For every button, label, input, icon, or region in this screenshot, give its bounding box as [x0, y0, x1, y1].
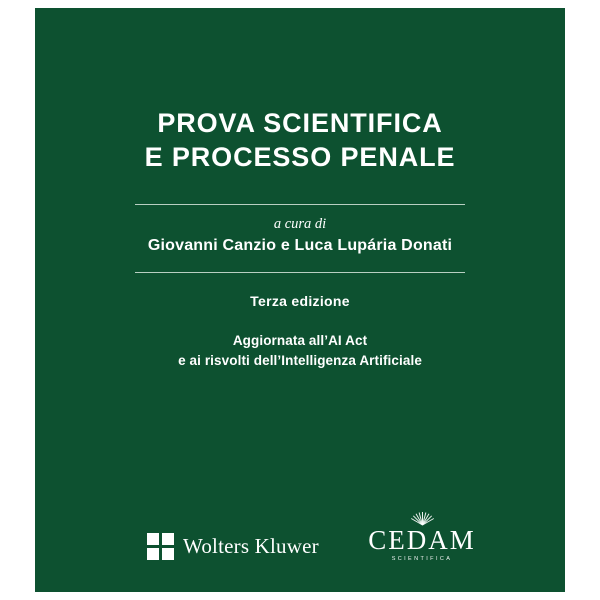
publisher-row — [35, 510, 565, 570]
edited-by-label: a cura di — [273, 216, 327, 232]
wolters-kluwer-squares-icon — [147, 533, 174, 560]
cedam-sunburst-icon — [347, 511, 497, 525]
book-title — [35, 106, 565, 174]
cedam-name: CEDAM — [368, 525, 476, 555]
editor-names: Giovanni Canzio e Luca Lupária Donati — [147, 237, 453, 254]
divider-bottom — [135, 272, 465, 273]
wolters-kluwer-logo — [147, 533, 319, 560]
book-subtitle — [35, 331, 565, 371]
cedam-logo — [347, 511, 497, 564]
book-cover — [35, 8, 565, 592]
title-line-2: E PROCESSO PENALE — [144, 142, 456, 172]
title-line-1: PROVA SCIENTIFICA — [157, 108, 443, 138]
subtitle-line-2: e ai risvolti dell’Intelligenza Artificiale — [178, 353, 422, 368]
edition-label: Terza edizione — [250, 293, 350, 309]
divider-top — [135, 204, 465, 205]
editor-credit — [35, 214, 565, 257]
subtitle-line-1: Aggiornata all’AI Act — [232, 333, 368, 348]
wolters-kluwer-name: Wolters Kluwer — [183, 534, 319, 558]
cedam-tagline: SCIENTIFICA — [391, 556, 453, 562]
